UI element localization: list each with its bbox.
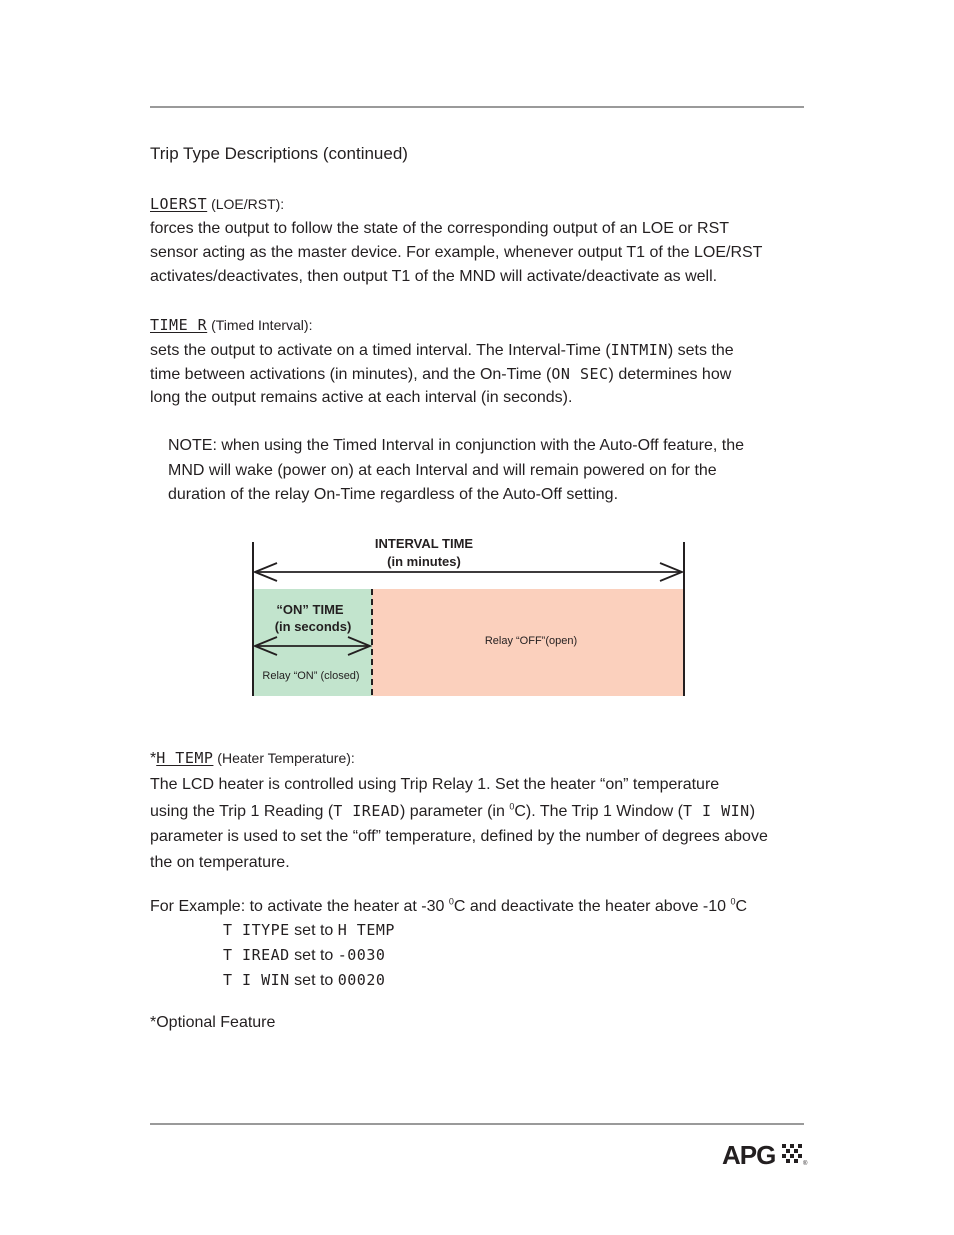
text-span: For Example: to activate the heater at -30 <box>150 898 449 915</box>
text-span: ) determines how <box>608 366 732 383</box>
optional-feature-note: *Optional Feature <box>150 1014 276 1031</box>
h-temp-line-2 <box>150 799 755 824</box>
on-time-label: “ON” TIME <box>276 602 344 617</box>
note-line-1: NOTE: when using the Timed Interval in conjunction with the Auto-Off feature, the <box>168 437 745 454</box>
time-r-label: (Timed Interval): <box>207 317 313 333</box>
intmin-code: INTMIN <box>610 341 668 359</box>
apg-logo-mark-icon <box>782 1144 802 1166</box>
setting-value: -0030 <box>337 946 386 964</box>
note-line-3: duration of the relay On-Time regardless of the Auto-Off setting. <box>168 486 619 503</box>
text-span: using the Trip 1 Reading ( <box>150 803 334 820</box>
t1-read-code: T IREAD <box>333 802 400 820</box>
time-r-line-2 <box>150 362 731 387</box>
interval-time-label: INTERVAL TIME <box>374 536 474 551</box>
text-span: ) parameter (in <box>399 803 510 820</box>
text-span: C <box>735 898 748 915</box>
text-span: C). The Trip 1 Window ( <box>514 803 683 820</box>
time-r-code: TIME R <box>150 316 208 334</box>
loerst-line-1: forces the output to follow the state of the corresponding output of an LOE or RST <box>150 220 730 237</box>
h-temp-heading <box>150 746 355 771</box>
interval-diagram <box>0 530 954 730</box>
loerst-line-2: sensor acting as the master device. For example, whenever output T1 of the LOE/RST <box>150 244 763 261</box>
text-span: time between activations (in minutes), and the On-Time ( <box>150 366 552 383</box>
apg-logo-text: APG <box>722 1140 776 1170</box>
setting-set-to: set to <box>289 972 338 989</box>
setting-param: T ITYPE <box>223 921 290 939</box>
setting-value: 00020 <box>337 971 386 989</box>
text-span: ) sets the <box>667 342 734 359</box>
note-line-2: MND will wake (power on) at each Interval and will remain powered on for the <box>168 462 717 479</box>
h-temp-label: (Heater Temperature): <box>213 750 355 766</box>
relay-on-label: Relay “ON” (closed) <box>262 670 360 682</box>
h-temp-line-4: the on temperature. <box>150 854 290 871</box>
on-sec-code: ON SEC <box>551 365 609 383</box>
text-span: ) <box>749 803 756 820</box>
setting-row-2 <box>223 943 385 968</box>
time-r-line-3: long the output remains active at each interval (in seconds). <box>150 389 573 406</box>
optional-asterisk: * <box>150 750 157 767</box>
degree-sup: 0 <box>730 896 736 907</box>
registered-mark: ® <box>803 1161 808 1167</box>
degree-sup: 0 <box>509 801 515 812</box>
footer-rule <box>150 1123 804 1125</box>
loerst-line-3: activates/deactivates, then output T1 of the MND will activate/deactivate as well. <box>150 268 718 285</box>
text-span: C and deactivate the heater above -10 <box>453 898 731 915</box>
h-temp-line-1: The LCD heater is controlled using Trip Relay 1. Set the heater “on” temperature <box>150 776 720 793</box>
time-r-heading <box>150 313 312 338</box>
loerst-label: (LOE/RST): <box>207 196 285 212</box>
example-line <box>150 895 747 919</box>
text-span: sets the output to activate on a timed interval. The Interval-Time ( <box>150 342 611 359</box>
relay-off-label: Relay “OFF”(open) <box>484 635 578 647</box>
on-time-units-label: (in seconds) <box>274 619 352 634</box>
h-temp-code: H TEMP <box>156 749 214 767</box>
setting-set-to: set to <box>289 947 338 964</box>
time-r-line-1 <box>150 338 734 363</box>
t1-win-code: T I WIN <box>682 802 750 820</box>
header-rule <box>150 106 804 108</box>
loerst-heading <box>150 192 284 217</box>
loerst-code: LOERST <box>150 195 208 213</box>
setting-param: T IREAD <box>223 946 290 964</box>
setting-set-to: set to <box>289 922 338 939</box>
interval-units-label: (in minutes) <box>387 554 461 569</box>
degree-sup: 0 <box>448 896 454 907</box>
h-temp-line-3: parameter is used to set the “off” temperature, defined by the number of degrees above <box>150 828 768 845</box>
setting-row-1 <box>223 918 395 943</box>
setting-param: T I WIN <box>223 971 290 989</box>
section-title: Trip Type Descriptions (continued) <box>150 144 408 163</box>
setting-value: H TEMP <box>337 921 395 939</box>
setting-row-3 <box>223 968 385 993</box>
